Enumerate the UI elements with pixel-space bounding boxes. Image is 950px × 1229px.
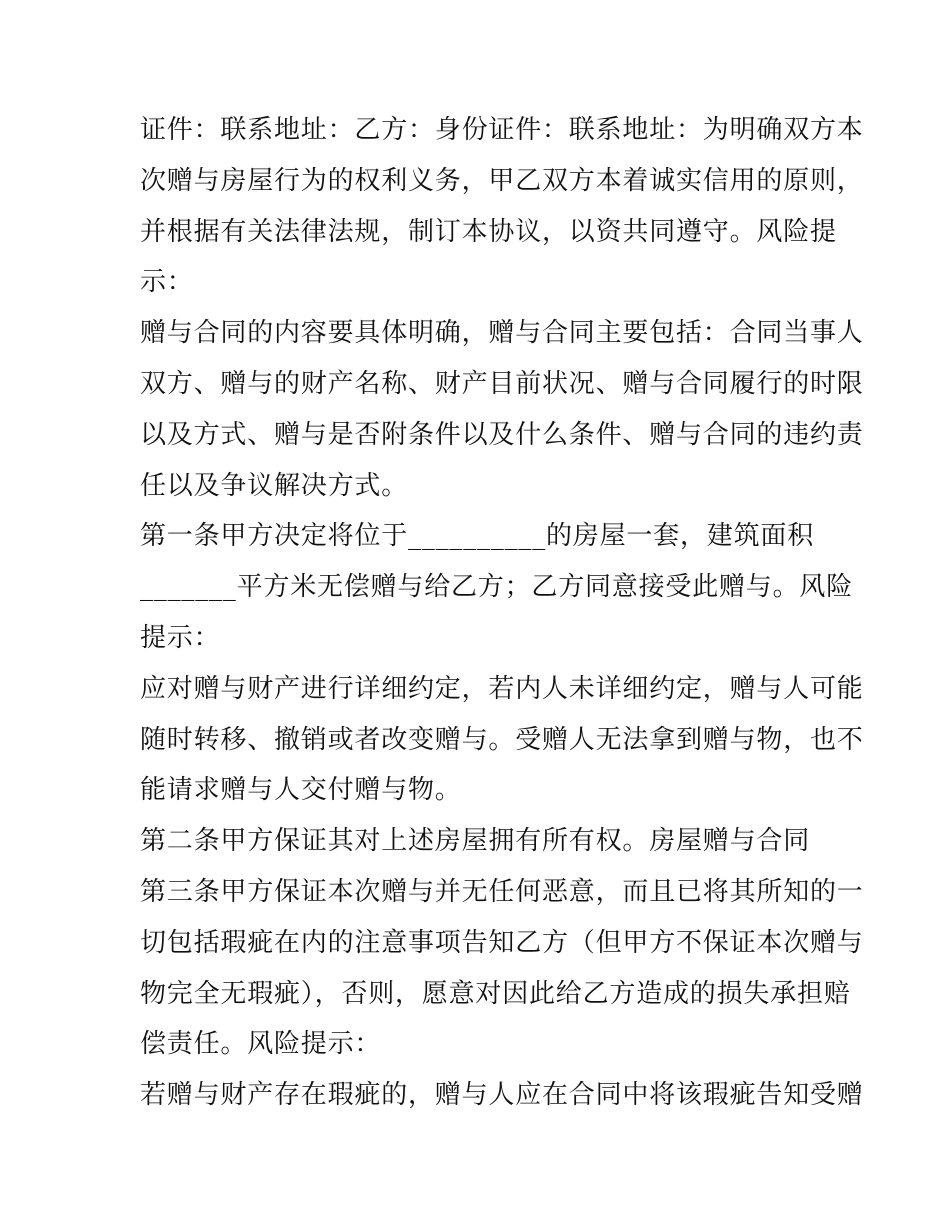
text-line: 并根据有关法律法规，制订本协议，以资共同遵守。风险提 bbox=[140, 216, 837, 247]
text-line: 切包括瑕疵在内的注意事项告知乙方（但甲方不保证本次赠与 bbox=[140, 927, 864, 958]
text-line: 若赠与财产存在瑕疵的，赠与人应在合同中将该瑕疵告知受赠 bbox=[140, 1080, 864, 1111]
article-2-line: 第二条甲方保证其对上述房屋拥有所有权。房屋赠与合同 bbox=[140, 826, 811, 857]
text-line: 随时转移、撤销或者改变赠与。受赠人无法拿到赠与物，也不 bbox=[140, 724, 864, 755]
text-line: 赠与合同的内容要具体明确，赠与合同主要包括：合同当事人 bbox=[140, 318, 864, 349]
text-line: 次赠与房屋行为的权利义务，甲乙双方本着诚实信用的原则， bbox=[140, 165, 864, 196]
text-line: 任以及争议解决方式。 bbox=[140, 470, 409, 501]
text-line: 以及方式、赠与是否附条件以及什么条件、赠与合同的违约责 bbox=[140, 419, 864, 450]
document-body bbox=[140, 105, 864, 1121]
text-line: 能请求赠与人交付赠与物。 bbox=[140, 775, 462, 806]
text-line: _______平方米无偿赠与给乙方；乙方同意接受此赠与。风险 bbox=[140, 572, 854, 603]
article-1-line: 第一条甲方决定将位于__________的房屋一套，建筑面积 bbox=[140, 521, 815, 552]
article-3-line: 第三条甲方保证本次赠与并无任何恶意，而且已将其所知的一 bbox=[140, 876, 864, 907]
text-line: 证件：联系地址：乙方：身份证件：联系地址：为明确双方本 bbox=[140, 115, 864, 145]
text-line: 偿责任。风险提示： bbox=[140, 1029, 382, 1060]
text-line: 双方、赠与的财产名称、财产目前状况、赠与合同履行的时限 bbox=[140, 368, 864, 399]
text-line: 应对赠与财产进行详细约定，若内人未详细约定，赠与人可能 bbox=[140, 673, 864, 704]
text-line: 物完全无瑕疵），否则，愿意对因此给乙方造成的损失承担赔 bbox=[140, 978, 851, 1009]
text-line: 示： bbox=[140, 267, 194, 298]
text-line: 提示： bbox=[140, 622, 221, 653]
